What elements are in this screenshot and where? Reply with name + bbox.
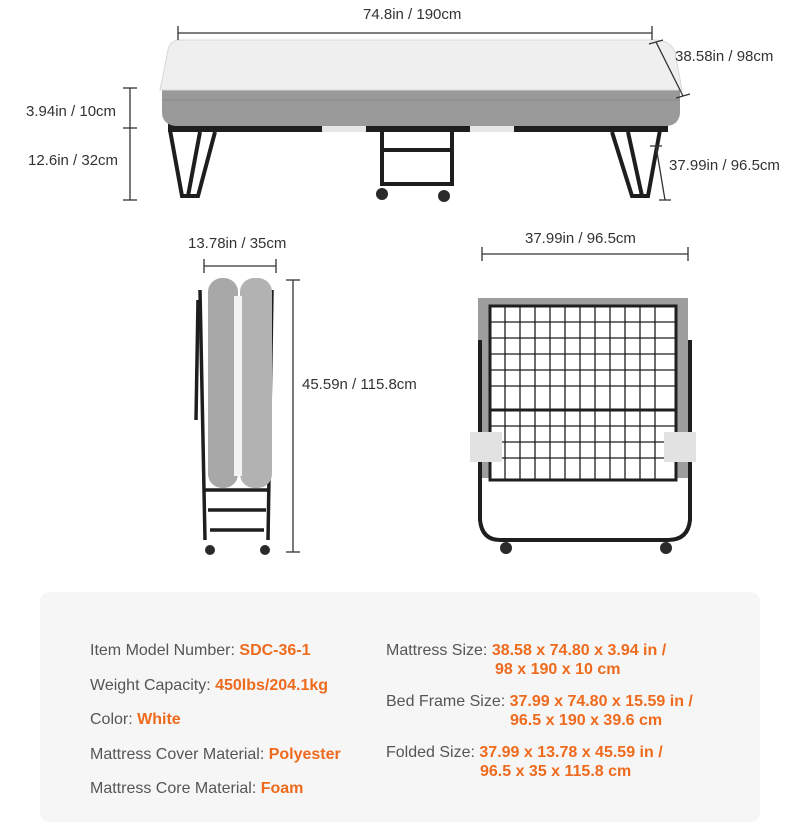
spec-frame-size-metric: 96.5 x 190 x 39.6 cm: [510, 712, 663, 729]
frame-width-side-label: 37.99in / 96.5cm: [669, 157, 780, 174]
width-label: 38.58in / 98cm: [675, 48, 774, 65]
spec-mattress-size-metric: 98 x 190 x 10 cm: [495, 661, 621, 678]
folded-width-label: 37.99in / 96.5cm: [525, 230, 636, 247]
folded-depth-label: 13.78in / 35cm: [188, 235, 287, 252]
folded-height-label: 45.59n / 115.8cm: [302, 376, 417, 393]
bed-folded-front-image: [470, 298, 696, 554]
bed-folded-side-image: [196, 278, 272, 555]
spec-mattress-size: Mattress Size: 38.58 x 74.80 x 3.94 in /: [386, 642, 667, 659]
spec-color: Color: White: [90, 711, 181, 728]
mattress-height-label: 3.94in / 10cm: [26, 103, 117, 120]
spec-weight-capacity: Weight Capacity: 450lbs/204.1kg: [90, 677, 329, 694]
length-label: 74.8in / 190cm: [363, 6, 462, 23]
frame-height-label: 12.6in / 32cm: [28, 152, 119, 169]
spec-cover-material: Mattress Cover Material: Polyester: [90, 746, 341, 763]
spec-folded-size-metric: 96.5 x 35 x 115.8 cm: [480, 763, 632, 780]
spec-folded-size: Folded Size: 37.99 x 13.78 x 45.59 in /: [386, 744, 663, 761]
spec-frame-size: Bed Frame Size: 37.99 x 74.80 x 15.59 in /: [386, 693, 693, 710]
bed-unfolded-image: [160, 40, 682, 202]
spec-core-material: Mattress Core Material: Foam: [90, 780, 304, 797]
spec-model-number: Item Model Number: SDC-36-1: [90, 642, 311, 659]
